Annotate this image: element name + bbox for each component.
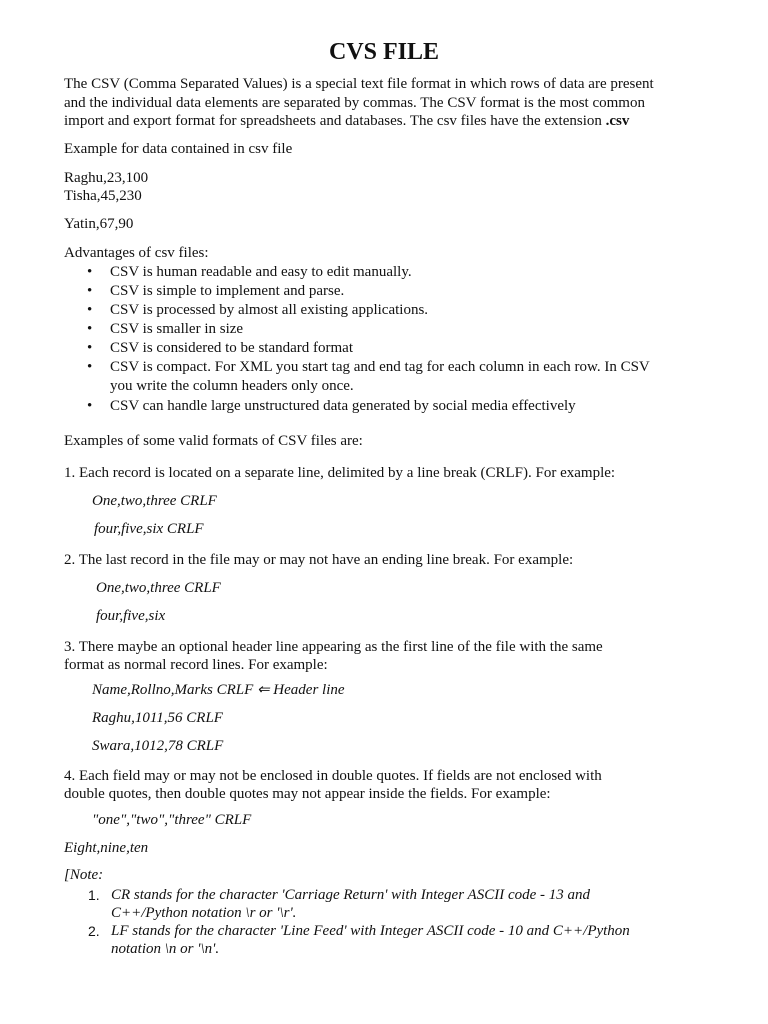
bullet-icon: • bbox=[87, 359, 93, 375]
data-line: Tisha,45,230 bbox=[64, 188, 142, 204]
advantage-item: CSV can handle large unstructured data generated by social media effectively bbox=[110, 398, 576, 414]
intro-line-3 bbox=[64, 112, 629, 130]
rule-2-example: four,five,six bbox=[96, 608, 166, 624]
data-line: Yatin,67,90 bbox=[64, 216, 134, 232]
rule-3-example: Name,Rollno,Marks CRLF ⇐ Header line bbox=[92, 682, 345, 698]
advantage-item: CSV is processed by almost all existing applications. bbox=[110, 302, 429, 318]
advantage-item-continued: you write the column headers only once. bbox=[110, 378, 354, 394]
note-number: 2. bbox=[88, 923, 100, 939]
rule-4-example: Eight,nine,ten bbox=[64, 840, 149, 856]
intro-line-3-text: import and export format for spreadsheets and databases. The csv files have the extension bbox=[64, 113, 606, 129]
note-item-continued: C++/Python notation \r or '\r'. bbox=[111, 905, 297, 921]
rule-1-example: One,two,three CRLF bbox=[92, 493, 217, 509]
bullet-icon: • bbox=[87, 340, 93, 356]
formats-heading: Examples of some valid formats of CSV files are: bbox=[64, 433, 363, 449]
intro-line-1: The CSV (Comma Separated Values) is a special text file format in which rows of data are present bbox=[64, 76, 654, 92]
advantage-item: CSV is smaller in size bbox=[110, 321, 244, 337]
bullet-icon: • bbox=[87, 264, 93, 280]
rule-2-example: One,two,three CRLF bbox=[96, 580, 221, 596]
advantage-item: CSV is human readable and easy to edit manually. bbox=[110, 264, 412, 280]
note-item: LF stands for the character 'Line Feed' with Integer ASCII code - 10 and C++/Python bbox=[111, 923, 630, 939]
advantages-heading: Advantages of csv files: bbox=[64, 245, 209, 261]
bullet-icon: • bbox=[87, 302, 93, 318]
note-item: CR stands for the character 'Carriage Return' with Integer ASCII code - 13 and bbox=[111, 887, 591, 903]
rule-4-example: "one","two","three" CRLF bbox=[92, 812, 252, 828]
bullet-icon: • bbox=[87, 283, 93, 299]
rule-4-text-continued: double quotes, then double quotes may not appear inside the fields. For example: bbox=[64, 786, 551, 802]
intro-line-2: and the individual data elements are separated by commas. The CSV format is the most common bbox=[64, 95, 645, 111]
data-line: Raghu,23,100 bbox=[64, 170, 149, 186]
rule-3-example: Raghu,1011,56 CRLF bbox=[92, 710, 223, 726]
advantage-item: CSV is compact. For XML you start tag and end tag for each column in each row. In CSV bbox=[110, 359, 650, 375]
rule-3-example: Swara,1012,78 CRLF bbox=[92, 738, 224, 754]
rule-1-example: four,five,six CRLF bbox=[94, 521, 204, 537]
advantage-item: CSV is considered to be standard format bbox=[110, 340, 354, 356]
rule-3-text: 3. There maybe an optional header line appearing as the first line of the file with the same bbox=[64, 639, 603, 655]
rule-4-text: 4. Each field may or may not be enclosed in double quotes. If fields are not enclosed with bbox=[64, 768, 602, 784]
note-item-continued: notation \n or '\n'. bbox=[111, 941, 220, 957]
note-number: 1. bbox=[88, 887, 100, 903]
advantage-item: CSV is simple to implement and parse. bbox=[110, 283, 345, 299]
bullet-icon: • bbox=[87, 321, 93, 337]
bullet-icon: • bbox=[87, 398, 93, 414]
rule-1-text: 1. Each record is located on a separate line, delimited by a line break (CRLF). For example: bbox=[64, 465, 616, 481]
note-heading: [Note: bbox=[64, 867, 104, 883]
page-title: CVS FILE bbox=[328, 39, 440, 65]
rule-2-text: 2. The last record in the file may or may not have an ending line break. For example: bbox=[64, 552, 574, 568]
example-intro: Example for data contained in csv file bbox=[64, 141, 293, 157]
csv-extension: .csv bbox=[605, 113, 630, 129]
rule-3-text-continued: format as normal record lines. For example: bbox=[64, 657, 328, 673]
